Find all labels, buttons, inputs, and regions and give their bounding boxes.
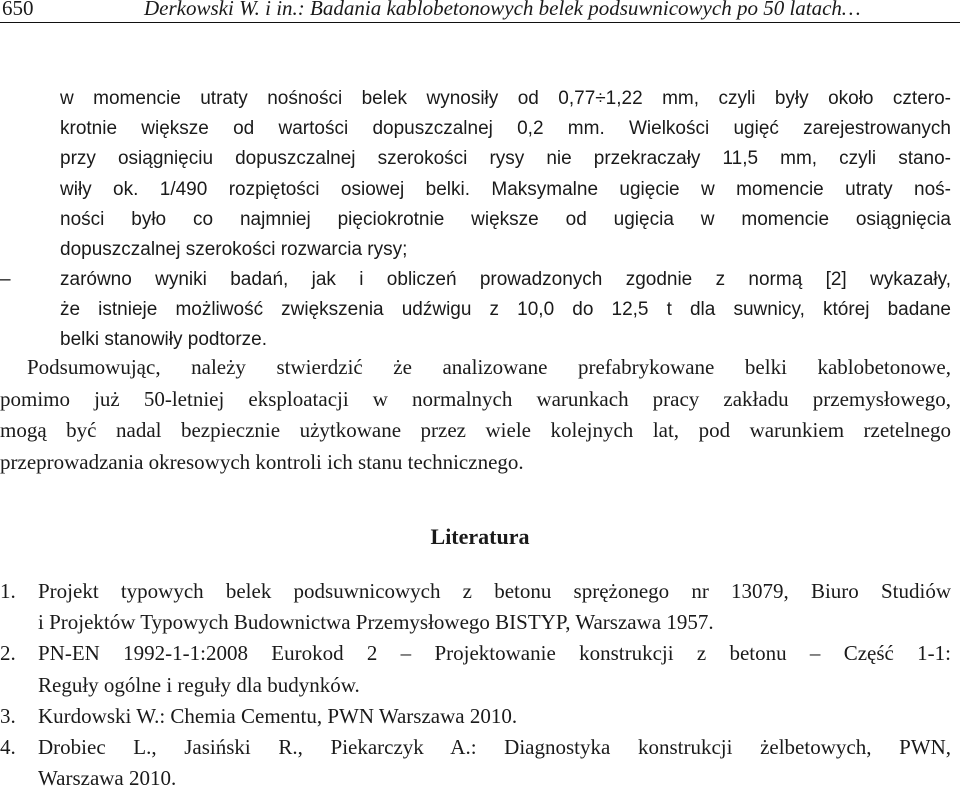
text-line: zarówno wyniki badań, jak i obliczeń prowadzonych zgodnie z normą [2] wykazały, [60,269,951,290]
text-line: wiły ok. 1/490 rozpiętości osiowej belki. Maksymalne ugięcie w momencie utraty noś- [60,178,951,200]
text-line: krotnie większe od wartości dopuszczalnej 0,2 mm. Wielkości ugięć zarejestrowanych [60,118,951,140]
text-line: Podsumowując, należy stwierdzić że analizowane prefabrykowane belki kablobetonowe, [27,355,951,379]
text-line: że istnieje możliwość zwiększenia udźwigu z 10,0 do 12,5 t dla suwnicy, której badane [60,299,951,321]
text-line: dopuszczalnej szerokości rozwarcia rysy; [60,238,408,260]
reference-text [38,732,951,794]
reference-number: 4. [0,734,16,759]
conclusion-continued-paragraph [60,84,951,265]
text-line: pomimo już 50-letniej eksploatacji w normalnych warunkach pracy zakładu przemysłowego, [0,386,951,411]
text-line: Projekt typowych belek podsuwnicowych z betonu sprężonego nr 13079, Biuro Studiów [38,579,951,603]
text-line: ności było co najmniej pięciokrotnie większe od ugięcia w momencie osiągnięcia [60,208,951,230]
header-rule [0,22,960,23]
text-line: Reguły ogólne i reguły dla budynków. [38,672,360,697]
text-line: mogą być nadal bezpiecznie użytkowane przez wiele kolejnych lat, pod warunkiem rzetelnego [0,418,951,442]
reference-list [0,576,951,794]
page-number: 650 [2,0,34,20]
reference-item [0,701,951,732]
text-line: belki stanowiły podtorze. [60,329,267,351]
reference-text [38,576,951,638]
running-header [0,0,960,21]
reference-item [0,638,951,700]
text-line: Drobiec L., Jasiński R., Piekarczyk A.: Diagnostyka konstrukcji żelbetowych, PWN, [38,734,951,759]
reference-item [0,576,951,638]
reference-item [0,732,951,794]
text-line: Kurdowski W.: Chemia Cementu, PWN Warszawa 2010. [38,703,518,728]
reference-number: 2. [0,641,16,666]
reference-text [38,638,951,700]
reference-text [38,701,951,732]
text-line: w momencie utraty nośności belek wynosiły od 0,77÷1,22 mm, czyli były około cztero- [60,88,951,109]
text-line: Warszawa 2010. [38,766,177,791]
text-line: i Projektów Typowych Budownictwa Przemysłowego BISTYP, Warszawa 1957. [38,610,714,635]
reference-number: 1. [0,579,16,603]
literature-heading: Literatura [430,524,530,549]
text-line: PN-EN 1992-1-1:2008 Eurokod 2 – Projektowanie konstrukcji z betonu – Część 1-1: [38,641,951,666]
running-title: Derkowski W. i in.: Badania kablobetonowych belek podsuwnicowych po 50 latach… [144,0,861,20]
dash-item-text [60,265,951,356]
reference-number: 3. [0,703,16,728]
text-line: przy osiągnięciu dopuszczalnej szerokości rysy nie przekraczały 11,5 mm, czyli stano- [60,148,951,170]
dash-bullet: – [0,269,11,290]
text-line: przeprowadzania okresowych kontroli ich stanu technicznego. [0,449,524,474]
summary-paragraph [0,352,951,478]
